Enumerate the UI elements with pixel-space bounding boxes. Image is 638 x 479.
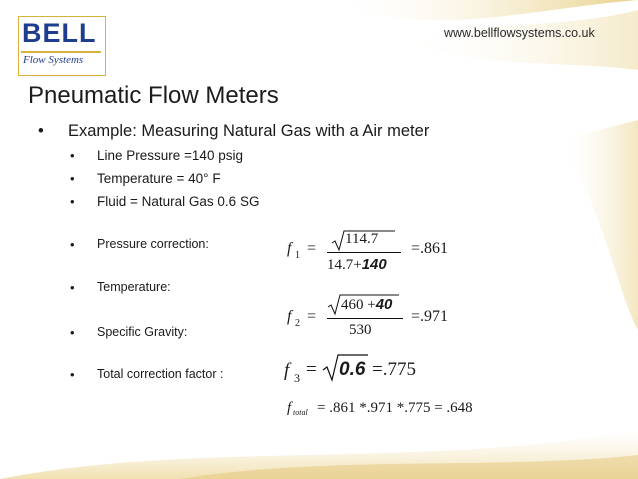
f2-subscript: 2 (295, 318, 300, 329)
bullet-dot: • (70, 148, 75, 163)
f2-numerator: 460 +40 (341, 296, 393, 313)
f1-equals: = (307, 240, 317, 257)
equation-ftotal (287, 400, 547, 422)
list-item: Fluid = Natural Gas 0.6 SG (97, 194, 260, 209)
bullet-dot: • (70, 367, 75, 382)
correction-label: Specific Gravity: (97, 325, 188, 339)
bullet-dot: • (70, 325, 75, 340)
correction-label: Pressure correction: (97, 237, 209, 251)
fraction-bar (327, 252, 401, 253)
f2-symbol: f (287, 308, 292, 325)
bell-logo (18, 16, 106, 74)
f3-symbol: f (284, 360, 290, 381)
logo-divider (21, 51, 101, 53)
f1-result: =.861 (411, 240, 449, 257)
f3-subscript: 3 (294, 371, 300, 385)
main-bullet-dot: • (38, 122, 44, 140)
f3-equals: = (306, 359, 317, 380)
list-item: Temperature = 40° F (97, 171, 221, 186)
f1-pressure-value: 140 (361, 256, 387, 273)
f3-result: =.775 (372, 359, 416, 380)
correction-label: Total correction factor : (97, 367, 224, 381)
f3-gravity-value: 0.6 (339, 359, 366, 380)
f1-symbol: f (287, 240, 292, 257)
bullet-dot: • (70, 194, 75, 209)
f1-subscript: 1 (295, 250, 300, 261)
f2-denominator: 530 (349, 322, 372, 338)
bullet-dot: • (70, 237, 75, 252)
logo-tagline: Flow Systems (23, 54, 84, 66)
ftotal-subscript: total (293, 408, 308, 417)
f2-result: =.971 (411, 308, 449, 325)
correction-label: Temperature: (97, 280, 171, 294)
page-title: Pneumatic Flow Meters (28, 82, 279, 109)
logo-brand: BELL (22, 18, 97, 48)
ftotal-symbol: f (287, 400, 292, 416)
f1-denominator: 14.7+140 (327, 256, 387, 273)
f2-equals: = (307, 308, 317, 325)
f2-temperature-value: 40 (375, 296, 393, 313)
main-bullet-text: Example: Measuring Natural Gas with a Air meter (68, 122, 430, 140)
equation-f3 (284, 354, 484, 384)
equation-f1 (287, 228, 487, 278)
fraction-bar (327, 318, 403, 319)
equation-f2 (287, 294, 487, 344)
bullet-dot: • (70, 280, 75, 295)
bullet-dot: • (70, 171, 75, 186)
f1-numerator: 114.7 (345, 231, 379, 247)
list-item: Line Pressure =140 psig (97, 148, 243, 163)
website-url[interactable]: www.bellflowsystems.co.uk (444, 26, 595, 40)
ftotal-expression: = .861 *.971 *.775 = .648 (317, 400, 473, 416)
